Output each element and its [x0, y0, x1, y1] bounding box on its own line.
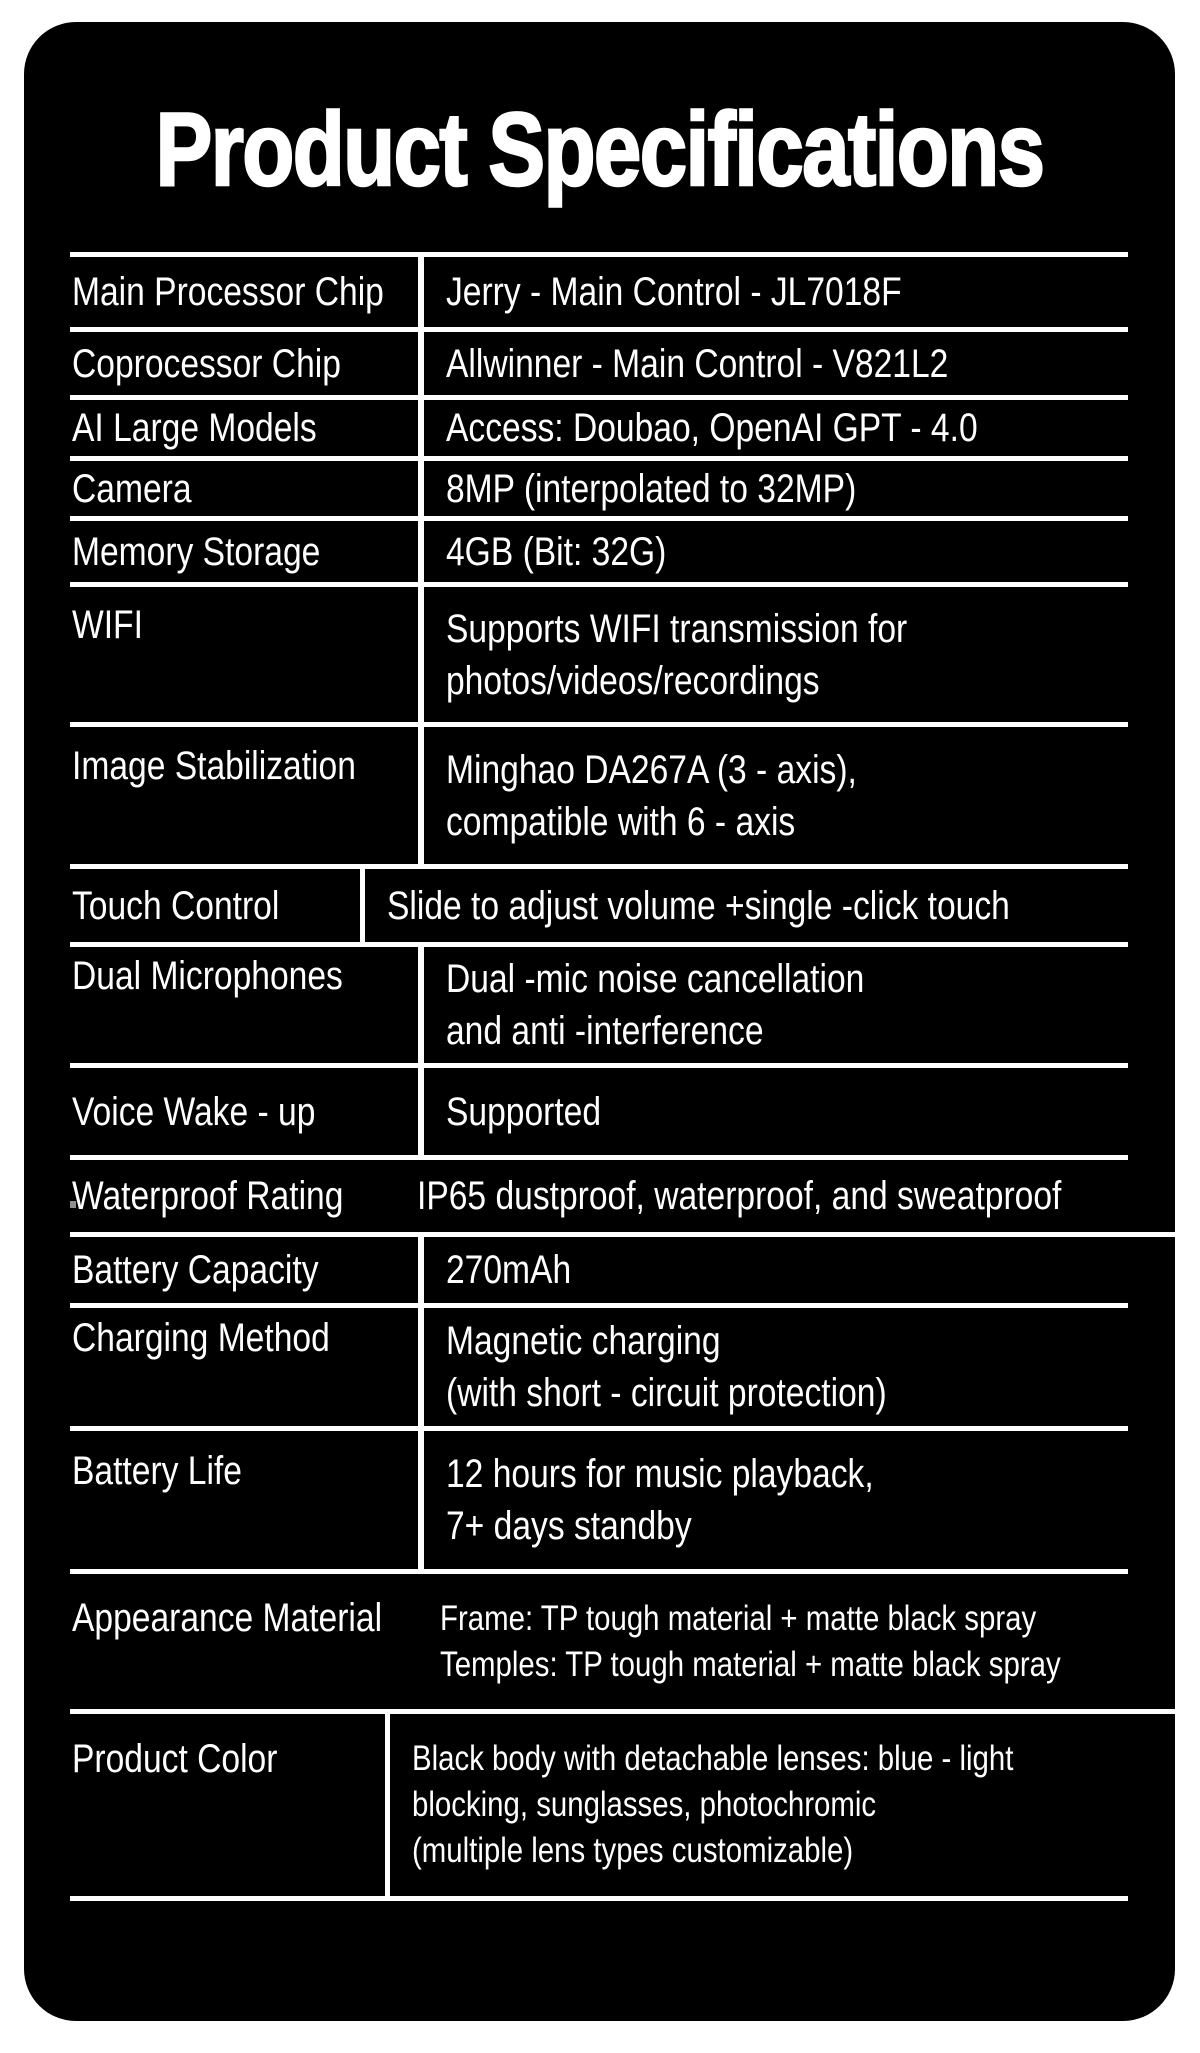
spec-row: [70, 587, 1128, 727]
spec-value-line: photos/videos/recordings: [446, 658, 820, 703]
spec-label-cell: [70, 252, 418, 332]
spec-row: [70, 461, 1128, 521]
spec-label-cell: [70, 727, 418, 869]
spec-value: [446, 1244, 1019, 1296]
spec-value-cell: [424, 521, 1128, 587]
spec-value-cell: [424, 1431, 1128, 1574]
spec-value-line: Supported: [446, 1089, 602, 1134]
spec-value-line: (with short - circuit protection): [446, 1371, 887, 1415]
spec-label-cell: [70, 1431, 418, 1574]
spec-label: Charging Method: [72, 1316, 330, 1360]
spec-value-line: Access: Doubao, OpenAI GPT - 4.0: [446, 406, 978, 450]
spec-value-cell: [424, 727, 1128, 869]
spec-value-line: Black body with detachable lenses: blue - light: [412, 1739, 1014, 1778]
spec-value-cell: [424, 400, 1128, 461]
spec-row: [70, 727, 1128, 869]
spec-value-line: Dual -mic noise cancellation: [446, 957, 865, 1001]
spec-row: [70, 869, 1128, 947]
spec-value-cell: [424, 1308, 1128, 1431]
page-title-text: Product Specifications: [155, 92, 1044, 208]
spec-row: [70, 1160, 1128, 1237]
spec-row: [70, 332, 1128, 400]
spec-label: Product Color: [72, 1737, 278, 1781]
spec-row: [70, 947, 1128, 1068]
spec-label-cell: [70, 521, 418, 587]
spec-value-cell: [424, 461, 1128, 521]
spec-value-cell: [424, 332, 1128, 400]
spec-value-line: blocking, sunglasses, photochromic: [412, 1785, 877, 1824]
spec-value-cell: [395, 1160, 1184, 1237]
spec-value-line: 8MP (interpolated to 32MP): [446, 466, 857, 511]
spec-row: [70, 521, 1128, 587]
spec-value-cell: [390, 1714, 1128, 1901]
spec-row: [70, 252, 1128, 332]
spec-row: [70, 1237, 1128, 1308]
spec-value-cell: [424, 1237, 1128, 1308]
spec-row: [70, 1714, 1128, 1901]
spec-label: Battery Capacity: [72, 1248, 319, 1292]
spec-value-cell: [418, 1574, 1179, 1714]
spec-value-cell: [365, 869, 1128, 947]
spec-value: [446, 338, 1019, 390]
spec-label-cell: [70, 1308, 418, 1431]
spec-label-cell: [70, 332, 418, 400]
spec-value-line: Magnetic charging: [446, 1319, 721, 1363]
spec-value-line: compatible with 6 - axis: [446, 799, 796, 844]
spec-row: [70, 1574, 1128, 1714]
spec-label-cell: [70, 1160, 395, 1237]
spec-value-line: Allwinner - Main Control - V821L2: [446, 341, 949, 386]
spec-row: [70, 400, 1128, 461]
spec-value: [417, 1170, 1061, 1222]
spec-value: [446, 526, 1019, 578]
spec-value-line: Jerry - Main Control - JL7018F: [446, 270, 902, 314]
spec-label: Main Processor Chip: [72, 270, 384, 314]
spec-value-line: 12 hours for music playback,: [446, 1452, 874, 1496]
spec-label: Waterproof Rating: [72, 1174, 344, 1218]
spec-label: Memory Storage: [72, 529, 321, 574]
spec-value-line: IP65 dustproof, waterproof, and sweatproof: [417, 1174, 1062, 1218]
page-title: [24, 94, 1175, 206]
spec-value-cell: [424, 587, 1128, 727]
spec-label: Camera: [72, 466, 192, 511]
spec-label-cell: [70, 461, 418, 521]
spec-value: [446, 1086, 1019, 1138]
spec-value: [446, 603, 1019, 707]
spec-label-cell: [70, 1068, 418, 1160]
spec-value-line: Supports WIFI transmission for: [446, 606, 908, 651]
spec-value-line: 4GB (Bit: 32G): [446, 529, 667, 574]
spec-value-line: 7+ days standby: [446, 1504, 692, 1548]
spec-value: [446, 402, 1019, 454]
spec-value: [446, 1448, 1019, 1552]
spec-row: [70, 1068, 1128, 1160]
spec-value-line: Temples: TP tough material + matte black spray: [440, 1644, 1061, 1684]
spec-card: [24, 22, 1175, 2021]
spec-label-cell: [70, 400, 418, 461]
spec-label: WIFI: [72, 603, 143, 647]
spec-label: Coprocessor Chip: [72, 341, 341, 386]
spec-value: [446, 266, 1019, 318]
spec-label-cell: [70, 587, 418, 727]
spec-row: [70, 1308, 1128, 1431]
spec-label-cell: [70, 947, 418, 1068]
spec-value-line: 270mAh: [446, 1248, 572, 1292]
spec-label-cell: [70, 1237, 418, 1308]
spec-value: [387, 880, 1010, 932]
spec-label: Voice Wake - up: [72, 1089, 316, 1134]
spec-label: Image Stabilization: [72, 744, 356, 788]
spec-label: AI Large Models: [72, 406, 317, 450]
spec-table: [70, 252, 1128, 1901]
spec-label: Dual Microphones: [72, 954, 343, 998]
spec-label: Appearance Material: [72, 1596, 383, 1640]
spec-value: [446, 463, 1019, 515]
spec-value: [446, 1315, 1019, 1419]
spec-value-line: Minghao DA267A (3 - axis),: [446, 747, 857, 792]
spec-value-cell: [424, 252, 1128, 332]
spec-value-cell: [424, 1068, 1128, 1160]
spec-label: Battery Life: [72, 1449, 242, 1493]
spec-label-cell: [70, 1574, 418, 1714]
spec-value-line: Slide to adjust volume +single -click touch: [386, 883, 1010, 928]
spec-value-cell: [424, 947, 1128, 1068]
spec-value: [446, 953, 1019, 1057]
spec-label-cell: [70, 869, 360, 947]
spec-value: [446, 744, 1019, 848]
spec-label-cell: [70, 1714, 385, 1901]
spec-value-line: Frame: TP tough material + matte black spray: [440, 1598, 1037, 1638]
spec-row: [70, 1431, 1128, 1574]
spec-value: [440, 1596, 1061, 1688]
spec-value-line: and anti -interference: [446, 1009, 764, 1053]
spec-value-line: (multiple lens types customizable): [412, 1831, 854, 1870]
spec-label: Touch Control: [72, 883, 280, 928]
spec-value: [412, 1736, 1013, 1874]
